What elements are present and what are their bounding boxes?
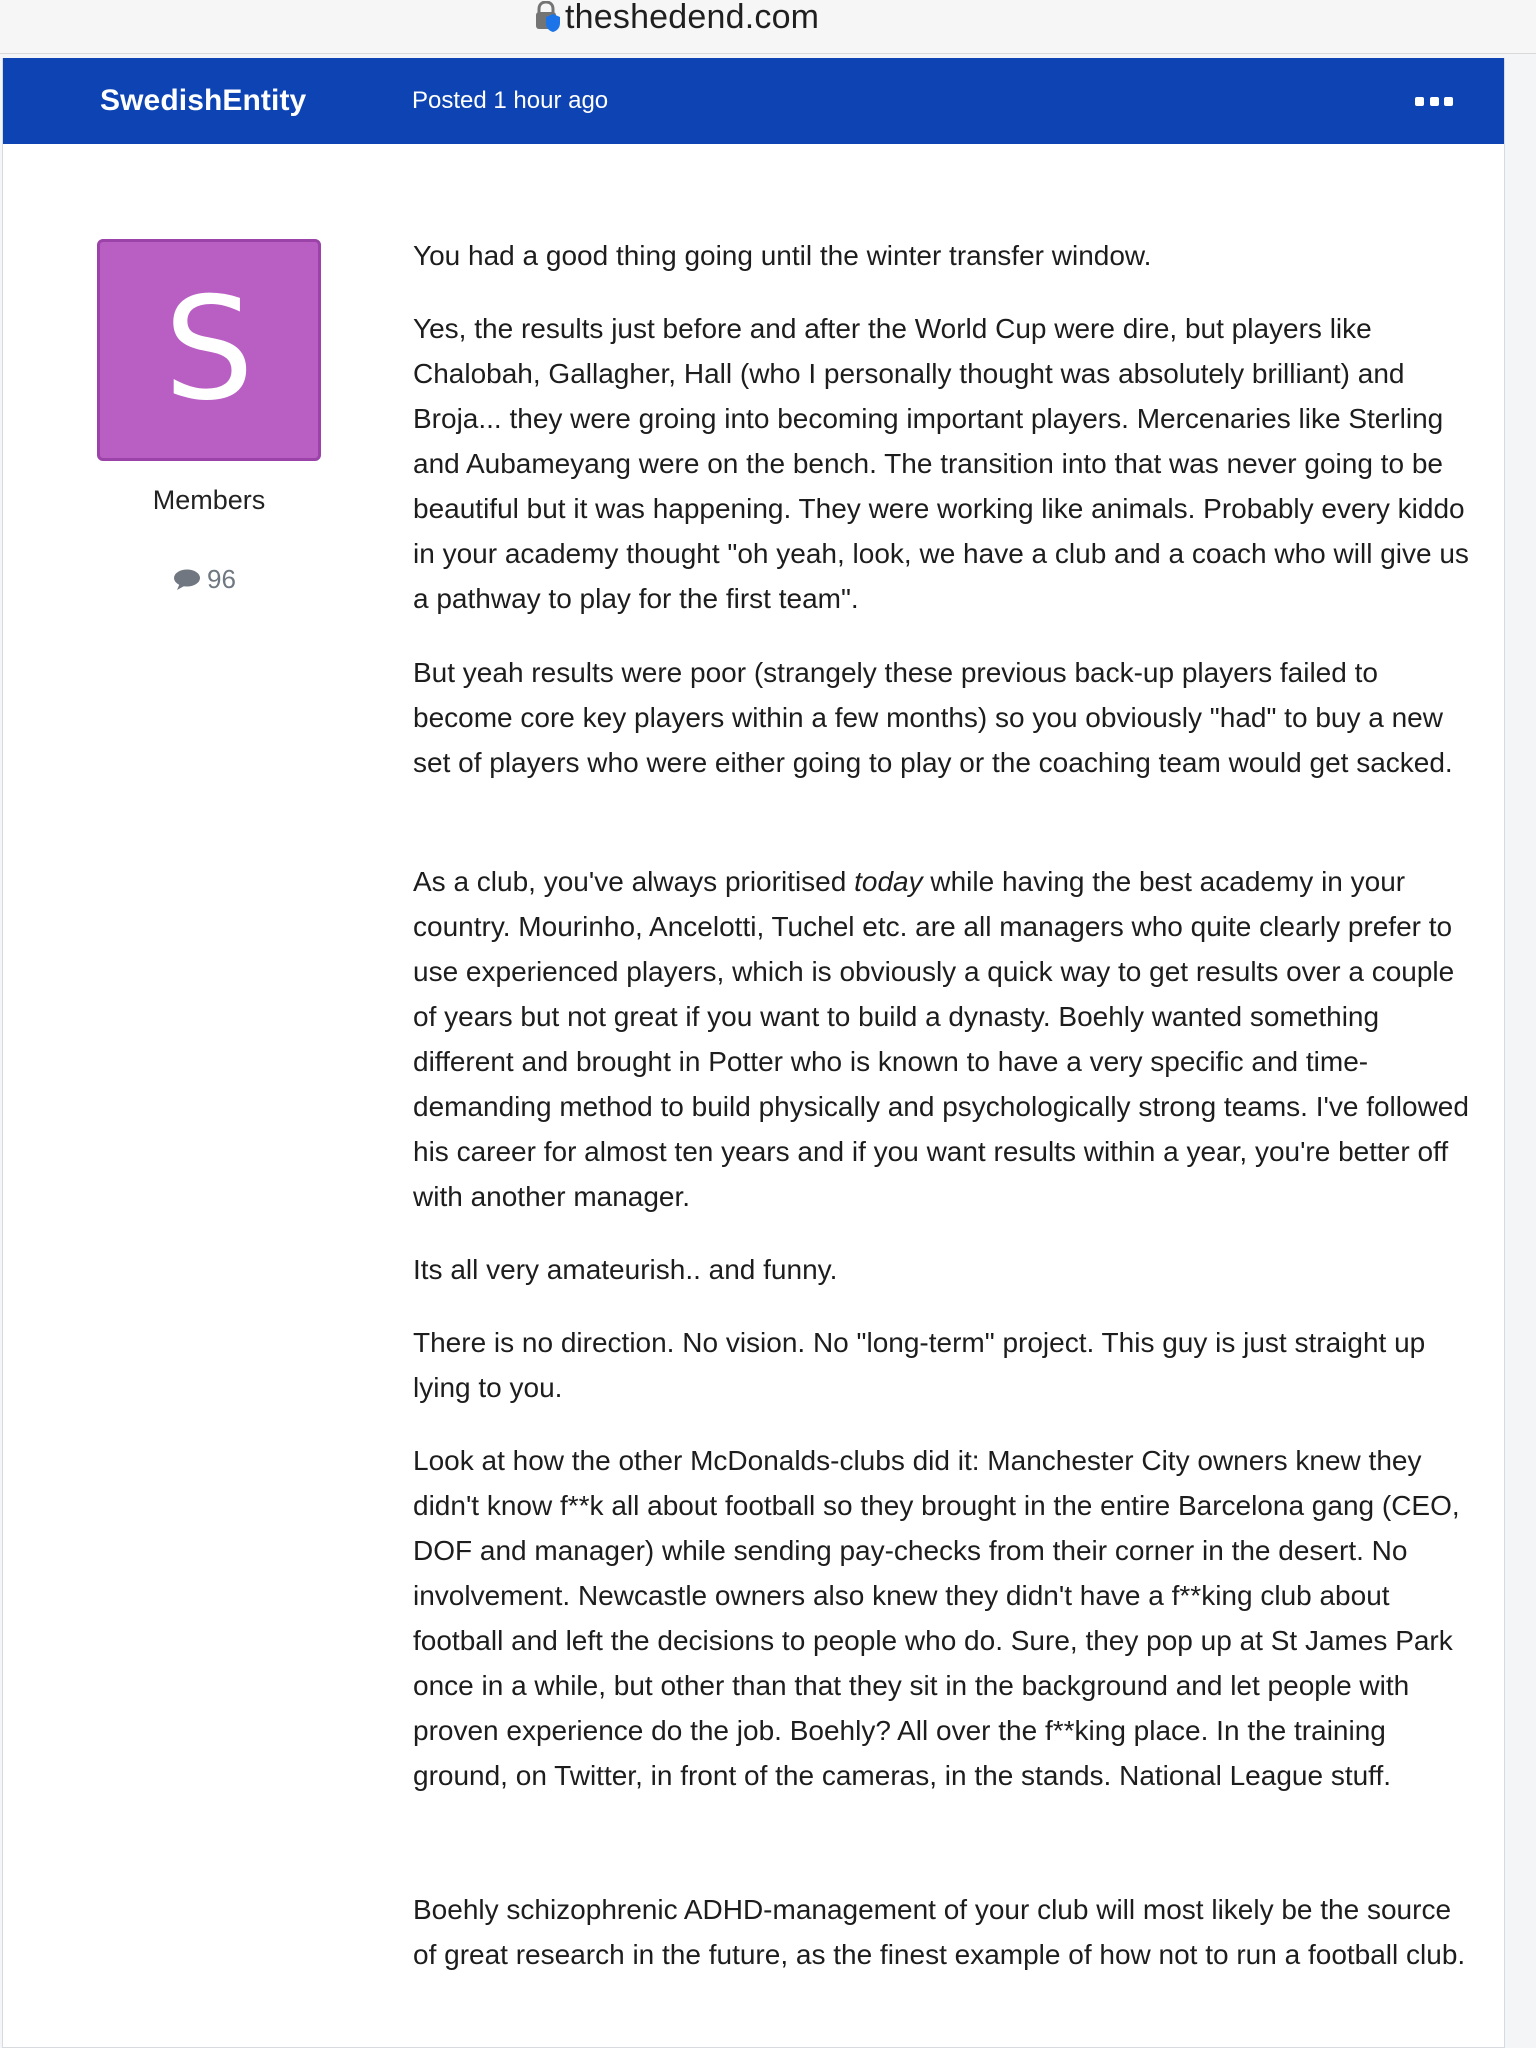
post-paragraph-6: There is no direction. No vision. No "long-term" project. This guy is just straight up lying to you. — [413, 1327, 1426, 1403]
post-content — [413, 144, 1481, 2048]
post-paragraph-2: Yes, the results just before and after the World Cup were dire, but players like Chalobah, Gallagher, Hall (who I personally thought was absolutely brilliant) and Broja... they were groing into becoming important players. Mercenaries like Sterling and Aubameyang were on the bench. The transition into that was never going to be beautiful but it was happening. They were working like animals. Probably every kiddo in your academy thought "oh yeah, look, we have a club and a coach who will give us a pathway to play for the first team". — [413, 313, 1469, 614]
more-options-button[interactable] — [1415, 90, 1453, 112]
author-name-link[interactable]: SwedishEntity — [100, 84, 307, 117]
post-paragraph-8: Boehly schizophrenic ADHD-management of your club will most likely be the source of great research in the future, as the finest example of how not to run a football club. — [413, 1894, 1466, 1970]
shield-lock-icon — [533, 1, 561, 33]
more-dots-icon — [1415, 97, 1424, 106]
member-group: Members — [152, 485, 266, 515]
post-count-value: 96 — [207, 564, 236, 594]
url-text: theshedend.com — [565, 0, 820, 36]
post-paragraph-5: Its all very amateurish.. and funny. — [413, 1254, 838, 1285]
post-paragraph-4 — [413, 859, 1481, 1219]
browser-address-bar[interactable] — [0, 0, 1536, 54]
post-header — [3, 58, 1505, 144]
post-paragraph-3: But yeah results were poor (strangely these previous back-up players failed to become core key players within a few months) so you obviously "had" to buy a new set of players who were either going to play or the coaching team would get sacked. — [413, 657, 1453, 778]
post-paragraph-1: You had a good thing going until the winter transfer window. — [413, 240, 1152, 271]
avatar[interactable]: S — [97, 239, 321, 461]
post-paragraph-4-emphasis: today — [854, 866, 923, 897]
post-paragraph-4-part-2: while having the best academy in your country. Mourinho, Ancelotti, Tuchel etc. are all managers who quite clearly prefer to use experienced players, which is obviously a quick way to get results over a couple of years but not great if you want to build a dynasty. Boehly wanted something different and brought in Potter who is known to have a very specific and time-demanding method to build physically and psychologically strong teams. I've followed his career for almost ten years and if you want results within a year, you're better off with another manager. — [413, 866, 1469, 1212]
more-dots-icon — [1430, 97, 1439, 106]
post-time: Posted 1 hour ago — [412, 87, 609, 114]
more-dots-icon — [1444, 97, 1453, 106]
post-paragraph-4-part-1: As a club, you've always prioritised — [413, 866, 855, 897]
comment-icon — [173, 567, 201, 591]
post-count — [173, 562, 236, 596]
author-sidebar — [3, 144, 413, 2048]
forum-post — [2, 58, 1505, 2048]
post-paragraph-7: Look at how the other McDonalds-clubs did it: Manchester City owners knew they didn't know f**k all about football so they brought in the entire Barcelona gang (CEO, DOF and manager) while sending pay-checks from their corner in the desert. No involvement. Newcastle owners also knew they didn't have a f**king club about football and left the decisions to people who do. Sure, they pop up at St James Park once in a while, but other than that they sit in the background and let people with proven experience do the job. Boehly? All over the f**king place. In the training ground, on Twitter, in front of the cameras, in the stands. National League stuff. — [413, 1445, 1460, 1791]
address-field[interactable] — [533, 0, 819, 34]
